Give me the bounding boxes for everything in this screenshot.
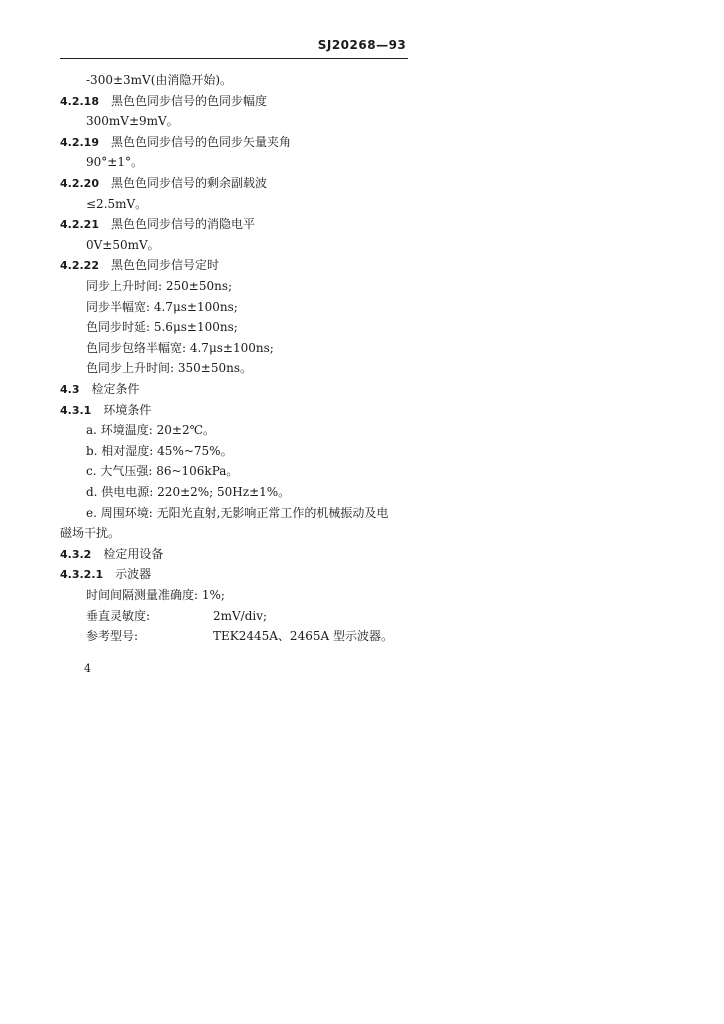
body-line: [86, 484, 290, 500]
section-heading: [60, 546, 163, 563]
section-heading: [60, 175, 267, 192]
line-text: 环境条件: [103, 402, 152, 417]
body-line: [86, 587, 225, 603]
section-number: 4.2.20: [60, 177, 99, 190]
line-text: 黑色色同步信号的消隐电平: [110, 217, 255, 232]
line-text: 时间间隔测量准确度: 1%;: [86, 588, 225, 602]
line-text: 检定用设备: [103, 546, 164, 561]
section-heading: [60, 402, 151, 419]
section-heading: [60, 566, 151, 583]
line-text: c. 大气压强: 86~106kPa。: [86, 464, 239, 479]
body-line: [86, 113, 179, 129]
section-number: 4.3.2: [60, 547, 92, 561]
header-rule: [60, 58, 408, 59]
line-value: 2mV/div;: [213, 608, 268, 623]
document-header: SJ20268—93: [317, 38, 407, 52]
line-text: 300mV±9mV。: [86, 114, 179, 129]
section-heading: [60, 134, 291, 151]
line-text: 同步上升时间: 250±50ns;: [86, 279, 233, 293]
body-line: [86, 72, 232, 88]
section-heading: [60, 381, 140, 398]
body-line: [86, 463, 238, 479]
body-line: [86, 154, 143, 170]
section-heading: [60, 257, 219, 274]
body-line: [86, 299, 238, 315]
line-text: 磁场干扰。: [60, 526, 121, 541]
line-text: 检定条件: [91, 382, 140, 396]
line-text: 黑色色同步信号的色同步矢量夹角: [110, 134, 291, 149]
line-text: b. 相对湿度: 45%~75%。: [86, 443, 233, 458]
section-number: 4.3.2.1: [60, 568, 104, 582]
line-text: a. 环境温度: 20±2℃。: [86, 423, 216, 438]
section-number: 4.3: [60, 383, 80, 396]
line-text: 0V±50mV。: [86, 237, 160, 252]
line-text: e. 周围环境: 无阳光直射,无影响正常工作的机械振动及电: [86, 505, 389, 520]
line-text: -300±3mV(由消隐开始)。: [86, 73, 233, 87]
section-number: 4.2.19: [60, 135, 99, 149]
line-text: 黑色色同步信号的色同步幅度: [110, 93, 267, 108]
body-line: [86, 422, 215, 438]
body-line: [86, 443, 233, 459]
line-text: 参考型号:: [86, 629, 139, 644]
body-line: [86, 196, 147, 212]
line-value: TEK2445A、2465A 型示波器。: [213, 629, 393, 644]
line-text: 同步半幅宽: 4.7μs±100ns;: [86, 299, 238, 314]
page-number: 4: [84, 662, 91, 675]
body-line: [60, 525, 120, 541]
line-text: 垂直灵敏度:: [86, 608, 151, 623]
line-text: 黑色色同步信号定时: [110, 258, 219, 273]
line-text: ≤2.5mV。: [86, 196, 148, 211]
line-text: 示波器: [115, 567, 152, 582]
section-heading: [60, 216, 255, 233]
section-number: 4.3.1: [60, 403, 92, 417]
section-number: 4.2.18: [60, 94, 99, 108]
line-text: 色同步包络半幅宽: 4.7μs±100ns;: [86, 340, 274, 355]
section-number: 4.2.21: [60, 218, 99, 232]
body-line: [86, 360, 252, 376]
body-line: [86, 340, 274, 356]
line-text: 色同步上升时间: 350±50ns。: [86, 361, 252, 376]
line-text: 色同步时延: 5.6μs±100ns;: [86, 320, 238, 335]
line-text: d. 供电电源: 220±2%; 50Hz±1%。: [86, 485, 291, 499]
body-line: [86, 278, 232, 294]
section-number: 4.2.22: [60, 259, 99, 273]
body-line: [86, 628, 393, 644]
body-line: [86, 237, 160, 253]
section-heading: [60, 93, 267, 110]
body-line: [86, 505, 388, 521]
body-line: [86, 608, 268, 624]
line-text: 黑色色同步信号的剩余副载波: [110, 176, 267, 190]
body-line: [86, 319, 238, 335]
line-text: 90°±1°。: [86, 155, 143, 170]
